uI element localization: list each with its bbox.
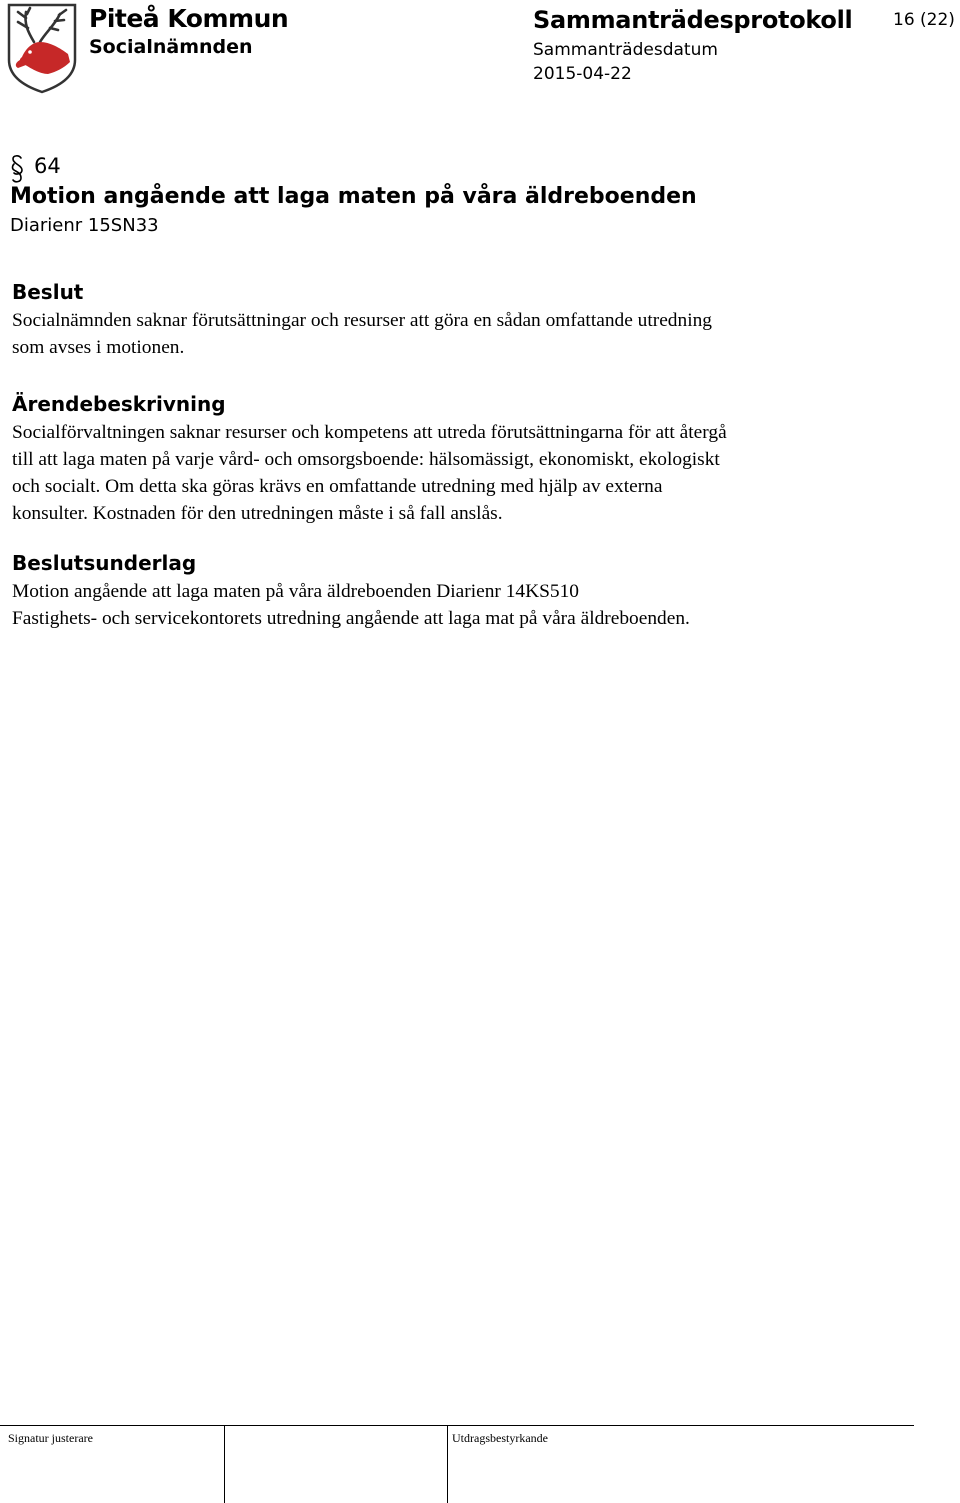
reindeer-coat-of-arms-icon xyxy=(6,2,78,94)
case-description-heading: Ärendebeskrivning xyxy=(12,392,226,416)
section-title: Motion angående att laga maten på våra äldreboenden xyxy=(10,184,697,209)
decision-basis-text xyxy=(12,579,912,633)
decision-heading: Beslut xyxy=(12,280,84,304)
case-description-text xyxy=(12,420,912,528)
decision-line: som avses i motionen. xyxy=(12,336,185,358)
case-description-line: Socialförvaltningen saknar resurser och kompetens att utreda förutsättningarna för att återgå xyxy=(12,422,727,443)
case-description-line: konsulter. Kostnaden för den utredningen måste i så fall anslås. xyxy=(12,502,503,524)
diary-number: Diarienr 15SN33 xyxy=(10,215,159,236)
page-number: 16 (22) xyxy=(893,10,955,30)
extract-certification-label: Utdragsbestyrkande xyxy=(452,1431,548,1445)
footer-divider xyxy=(0,1425,914,1426)
paragraph-sign-icon xyxy=(10,154,24,184)
decision-basis-line: Fastighets- och servicekontorets utredning angående att laga mat på våra äldreboenden. xyxy=(12,607,690,629)
case-description-line: och socialt. Om detta ska göras krävs en omfattande utredning med hjälp av externa xyxy=(12,475,663,497)
decision-line: Socialnämnden saknar förutsättningar och resurser att göra en sådan omfattande utredning xyxy=(12,310,712,331)
meeting-date: 2015-04-22 xyxy=(533,64,632,84)
meeting-date-label: Sammanträdesdatum xyxy=(533,40,718,60)
signature-label: Signatur justerare xyxy=(8,1431,93,1445)
section-number: 64 xyxy=(34,154,61,178)
decision-text xyxy=(12,308,912,362)
decision-basis-line: Motion angående att laga maten på våra äldreboenden Diarienr 14KS510 xyxy=(12,581,579,602)
organization-name: Piteå Kommun xyxy=(89,4,289,33)
case-description-line: till att laga maten på varje vård- och omsorgsboende: hälsomässigt, ekonomiskt, ekologiskt xyxy=(12,448,720,470)
footer-column-divider xyxy=(224,1425,225,1503)
decision-basis-heading: Beslutsunderlag xyxy=(12,551,197,575)
footer-column-divider xyxy=(447,1425,448,1503)
department-name: Socialnämnden xyxy=(89,36,253,58)
document-type: Sammanträdesprotokoll xyxy=(533,6,853,34)
